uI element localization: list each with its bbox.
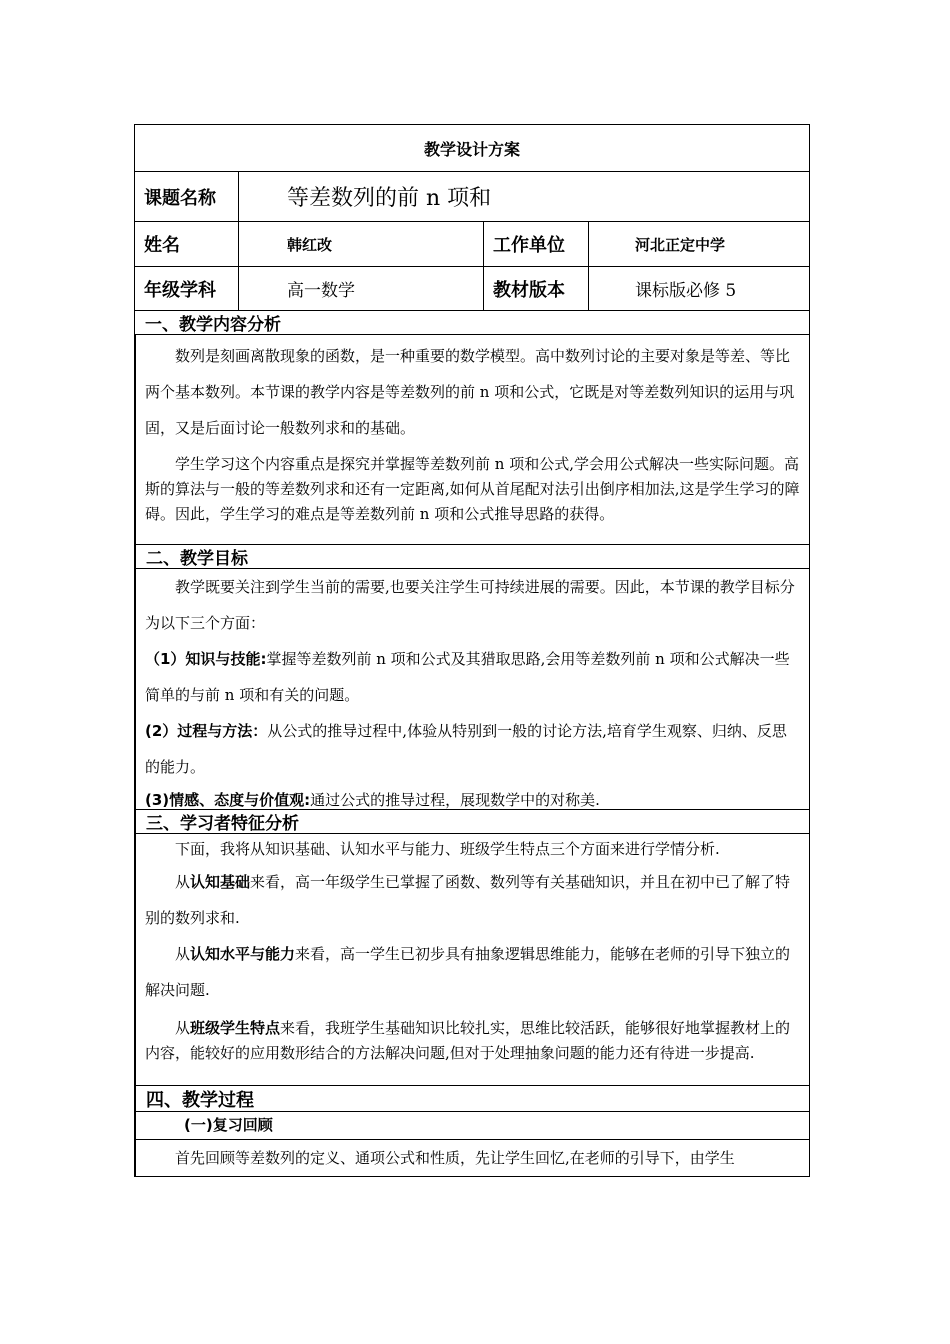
goal-emotion-text: 通过公式的推导过程，展现数学中的对称美.: [310, 791, 600, 809]
grade-row: [135, 267, 809, 311]
edition-label: 教材版本: [483, 267, 588, 310]
content-analysis-paragraph-2: 学生学习这个内容重点是探究并掌握等差数列前 n 项和公式,学会用公式解决一些实际问题。高斯的算法与一般的等差数列求和还有一定距离,如何从首尾配对法引出倒序相加法,这是学生学习的障碍。因此，学生学习的难点是等差数列前 n 项和公式推导思路的获得。: [145, 455, 800, 523]
goal-emotion: [145, 785, 800, 810]
topic-value: 等差数列的前 n 项和: [238, 172, 809, 221]
process-paragraph-1: 首先回顾等差数列的定义、通项公式和性质，先让学生回忆,在老师的引导下，由学生: [175, 1148, 735, 1167]
learner-intro: 下面，我将从知识基础、认知水平与能力、班级学生特点三个方面来进行学情分析.: [175, 840, 720, 858]
section-body-content-analysis: [135, 335, 809, 545]
goal-process-text: 从公式的推导过程中,体验从特别到一般的讨论方法,培育学生观察、归纳、反思的能力。: [145, 722, 787, 776]
subsection-review-title: (一)复习回顾: [184, 1116, 273, 1135]
edition-value: 课标版必修 5: [588, 267, 809, 310]
goal-knowledge-text: 掌握等差数列前 n 项和公式及其猎取思路,会用等差数列前 n 项和公式解决一些简单的与前 n 项和有关的问题。: [145, 650, 790, 704]
name-row: [135, 222, 809, 267]
plan-title-row: [135, 125, 809, 172]
goal-process: [145, 713, 800, 785]
learner-cognitive-level-term: 认知水平与能力: [190, 945, 296, 963]
learner-knowledge-base-term: 认知基础: [190, 873, 251, 891]
learner-class-features: 从班级学生特点来看，我班学生基础知识比较扎实，思维比较活跃，能够很好地掌握教材上的内容，能较好的应用数形结合的方法解决问题,但对于处理抽象问题的能力还有待进一步提高.: [145, 1019, 791, 1062]
name-value: 韩红改: [238, 222, 483, 266]
grade-label: 年级学科: [144, 279, 216, 301]
goal-knowledge: [145, 641, 800, 713]
learner-knowledge-base: 从认知基础来看，高一年级学生已掌握了函数、数列等有关基础知识，并且在初中已了解了特别的数列求和.: [145, 873, 791, 927]
learner-class-features-term: 班级学生特点: [190, 1019, 281, 1037]
grade-value: 高一数学: [238, 267, 483, 310]
unit-value: 河北正定中学: [588, 222, 809, 266]
plan-title: 教学设计方案: [423, 139, 520, 159]
goals-intro: 教学既要关注到学生当前的需要,也要关注学生可持续进展的需要。因此，本节课的教学目标分为以下三个方面：: [145, 578, 795, 632]
section-body-teaching-goals: [135, 569, 809, 810]
goal-emotion-label: (3)情感、态度与价值观:: [145, 791, 311, 809]
section-body-learner-analysis: [135, 834, 809, 1086]
section-body-teaching-process: [135, 1140, 809, 1176]
topic-label: 课题名称: [144, 187, 216, 209]
lesson-plan-table: [134, 124, 810, 1177]
goal-process-label: (2）过程与方法：: [145, 722, 268, 740]
name-label: 姓名: [144, 235, 180, 256]
content-analysis-paragraph-1: 数列是刻画离散现象的函数，是一种重要的数学模型。高中数列讨论的主要对象是等差、等比两个基本数列。本节课的教学内容是等差数列的前 n 项和公式，它既是对等差数列知识的运用与巩固，又是后面讨论一般数列求和的基础。: [145, 347, 795, 437]
section-heading-teaching-process: 四、教学过程: [135, 1086, 809, 1112]
section-heading-learner-analysis: 三、学习者特征分析: [135, 810, 809, 834]
subsection-review: [135, 1112, 809, 1140]
goal-knowledge-label: （1）知识与技能:: [145, 650, 267, 668]
topic-row: [135, 172, 809, 222]
section-heading-teaching-goals: 二、教学目标: [135, 545, 809, 569]
section-heading-content-analysis: 一、教学内容分析: [135, 311, 809, 335]
unit-label: 工作单位: [483, 222, 588, 266]
learner-cognitive-level: 从认知水平与能力来看，高一学生已初步具有抽象逻辑思维能力，能够在老师的引导下独立的解决问题.: [145, 945, 791, 999]
